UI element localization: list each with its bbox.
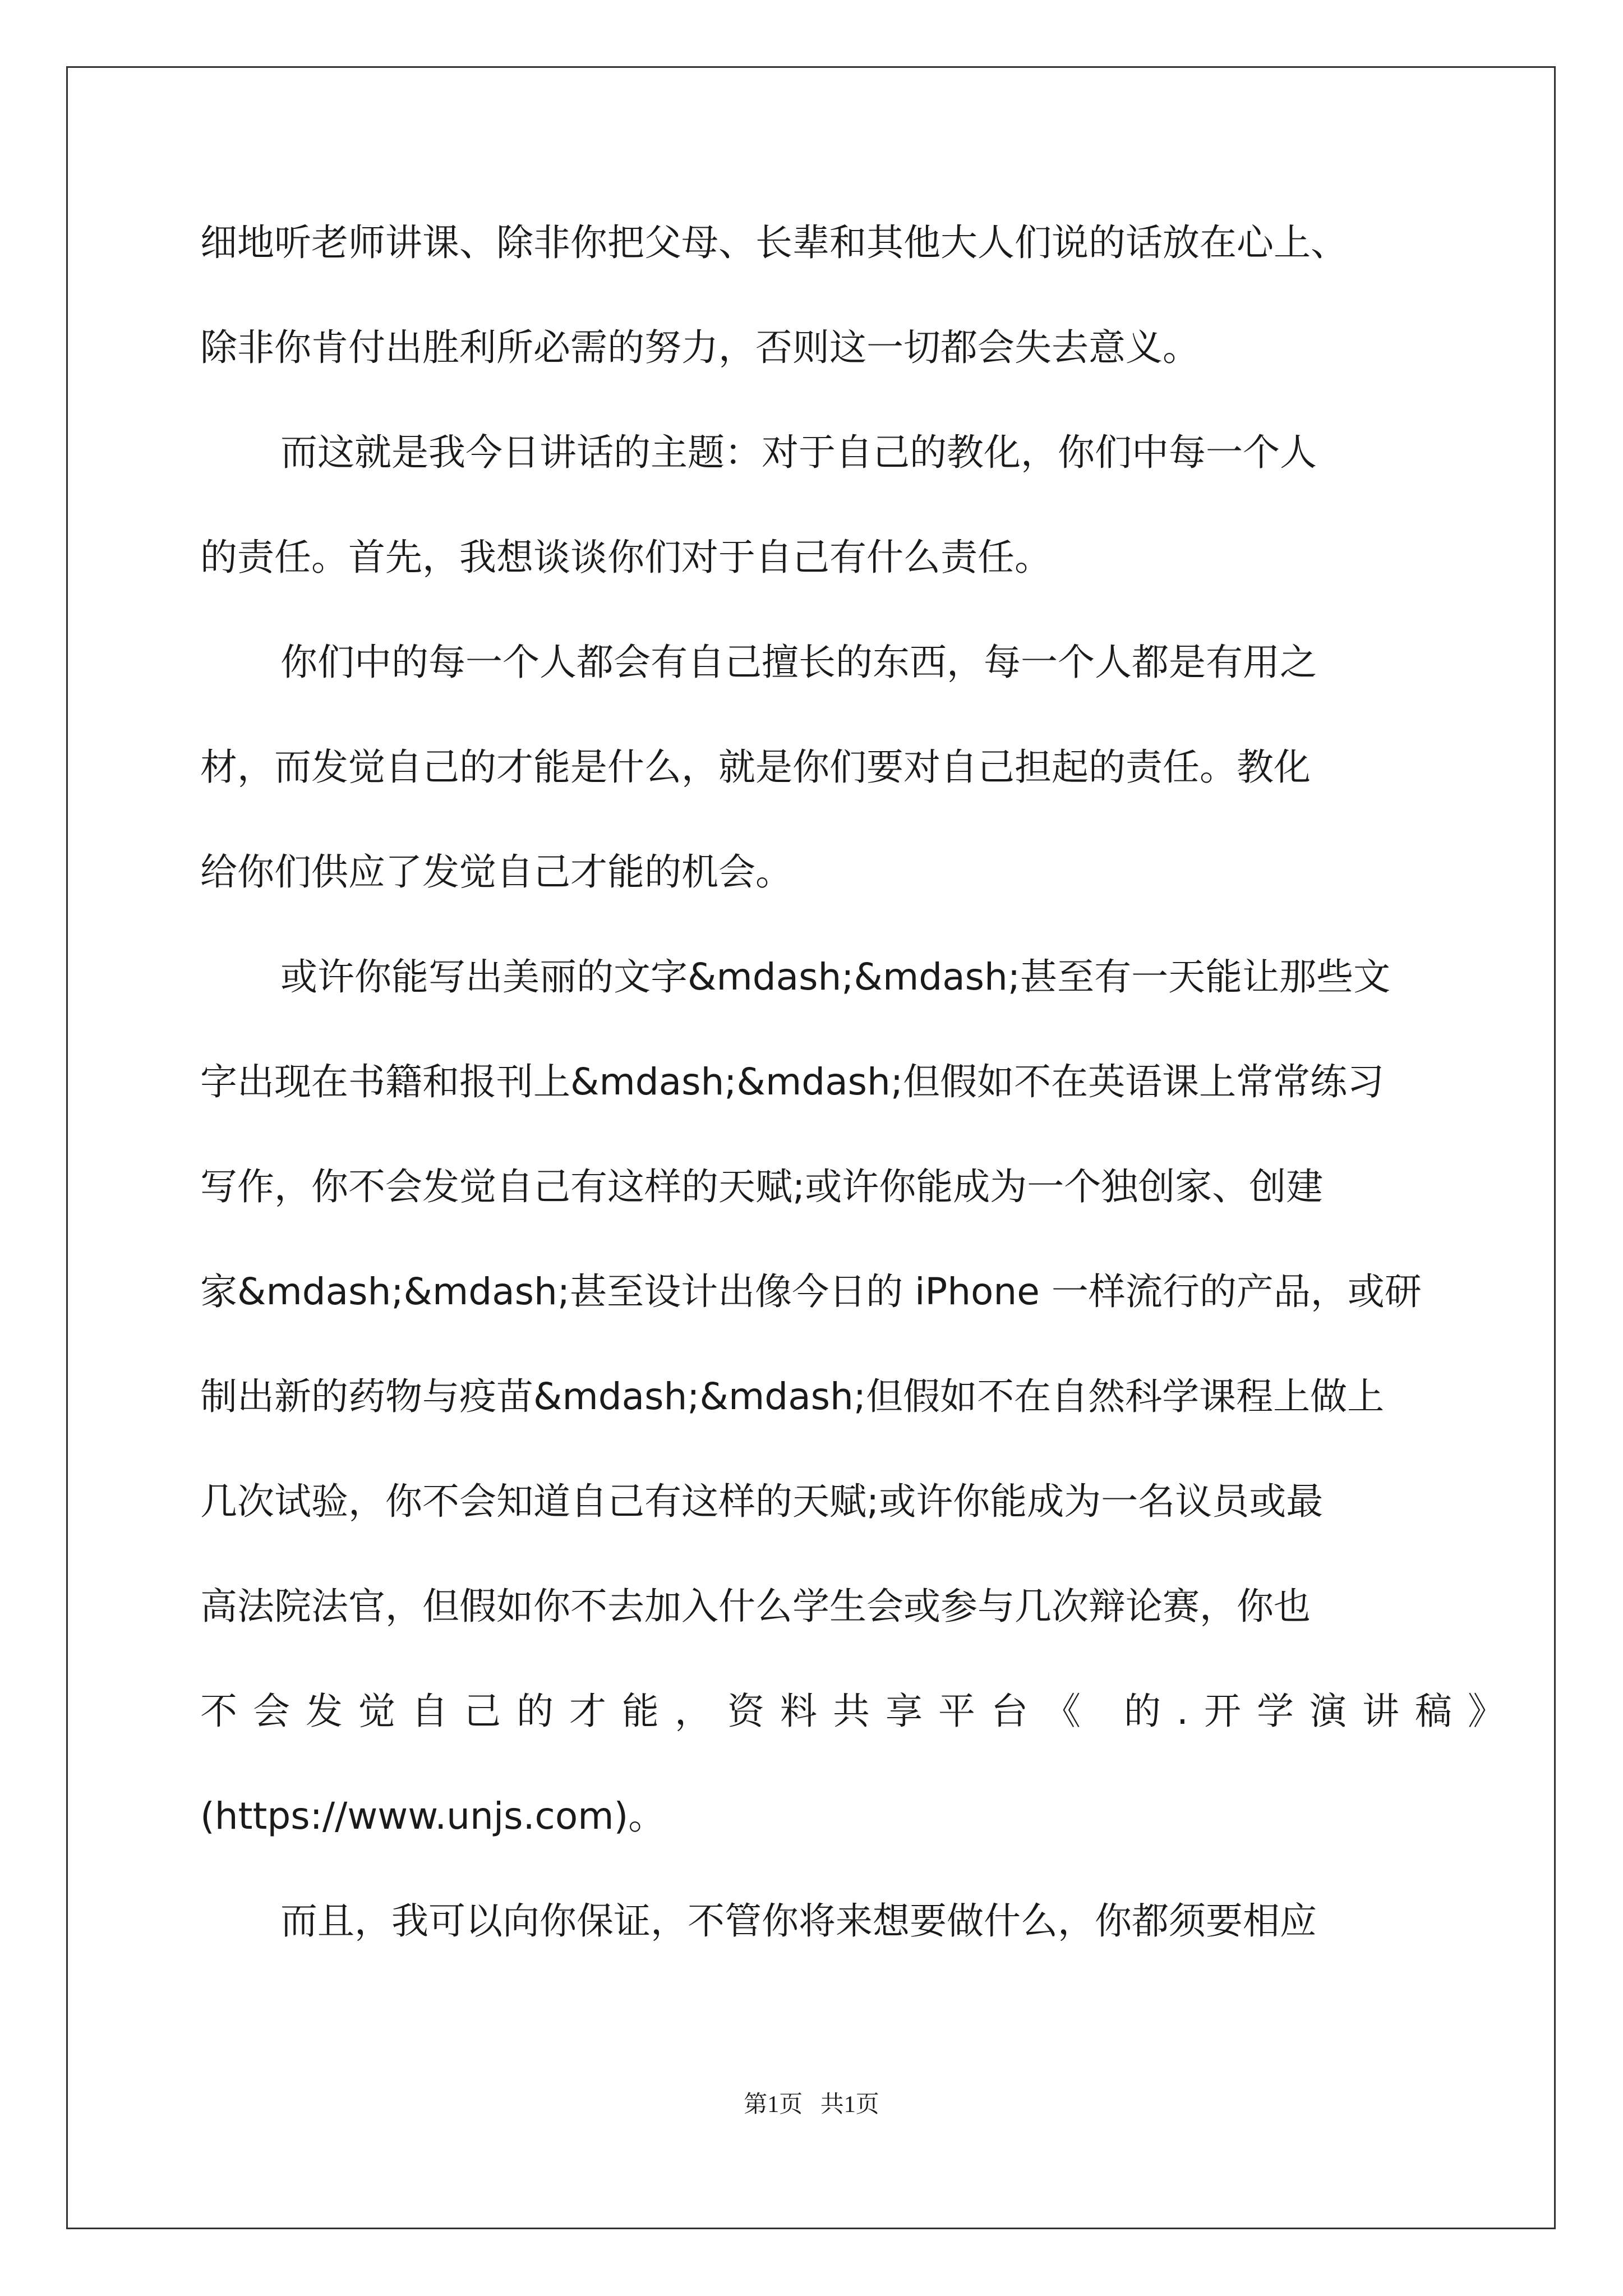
paragraph-line: 字出现在书籍和报刊上&mdash;&mdash;但假如不在英语课上常常练习 [200, 1060, 1385, 1103]
paragraph-line: 或许你能写出美丽的文字&mdash;&mdash;甚至有一天能让那些文 [280, 955, 1391, 999]
paragraph-line: 不会发觉自己的才能，资料共享平台《 的.开学演讲稿》 [200, 1690, 1520, 1733]
paragraph-line: 而且，我可以向你保证，不管你将来想要做什么，你都须要相应 [280, 1899, 1317, 1943]
paragraph-line: 材，而发觉自己的才能是什么，就是你们要对自己担起的责任。教化 [200, 746, 1311, 789]
paragraph-line: 几次试验，你不会知道自己有这样的天赋;或许你能成为一名议员或最 [200, 1480, 1324, 1523]
paragraph-line: 给你们供应了发觉自己才能的机会。 [200, 850, 792, 894]
paragraph-line: 写作，你不会发觉自己有这样的天赋;或许你能成为一个独创家、创建 [200, 1165, 1324, 1208]
paragraph-line: (https://www.unjs.com)。 [200, 1795, 666, 1838]
paragraph-line: 制出新的药物与疫苗&mdash;&mdash;但假如不在自然科学课程上做上 [200, 1375, 1385, 1418]
paragraph-line: 的责任。首先，我想谈谈你们对于自己有什么责任。 [200, 536, 1052, 579]
page-number-footer: 第1页 共1页 [744, 2092, 879, 2118]
paragraph-line: 你们中的每一个人都会有自己擅长的东西，每一个人都是有用之 [280, 641, 1317, 684]
paragraph-line: 除非你肯付出胜利所必需的努力，否则这一切都会失去意义。 [200, 326, 1200, 369]
paragraph-line: 而这就是我今日讲话的主题：对于自己的教化，你们中每一个人 [280, 431, 1317, 474]
paragraph-line: 高法院法官，但假如你不去加入什么学生会或参与几次辩论赛，你也 [200, 1585, 1311, 1628]
paragraph-line: 家&mdash;&mdash;甚至设计出像今日的 iPhone 一样流行的产品，或研 [200, 1270, 1422, 1313]
paragraph-line: 细地听老师讲课、除非你把父母、长辈和其他大人们说的话放在心上、 [200, 221, 1348, 264]
